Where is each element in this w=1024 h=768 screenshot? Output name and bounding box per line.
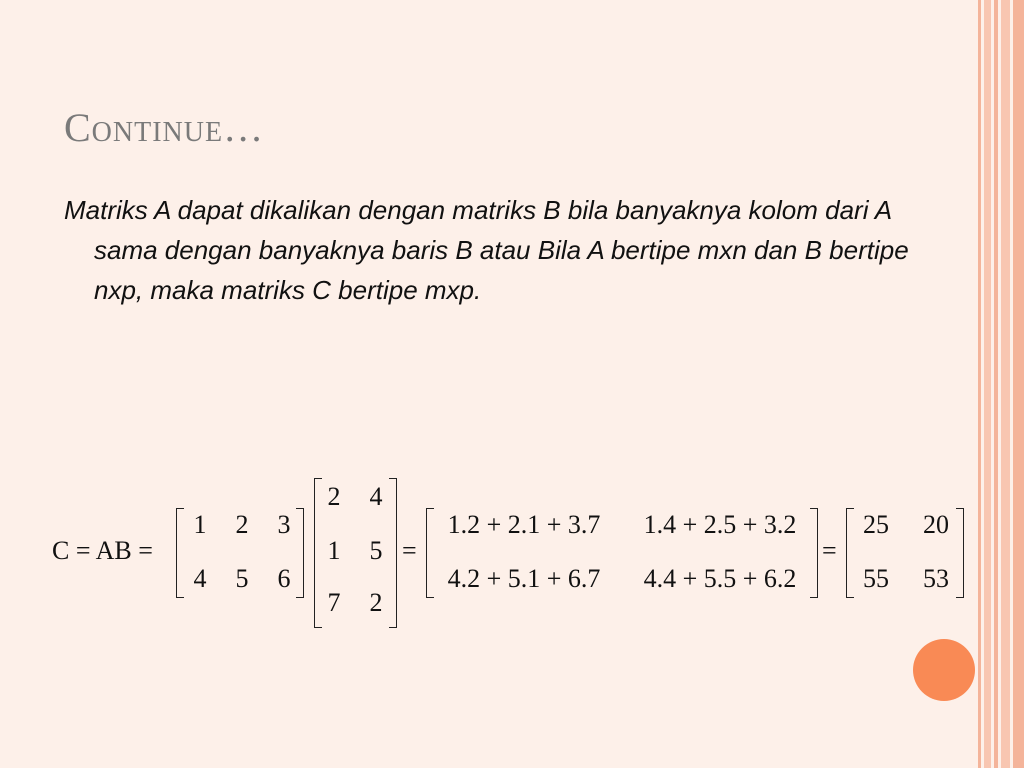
matrix-a-left-bracket	[176, 508, 184, 598]
matrix-b-cell: 2	[369, 588, 383, 617]
matrix-a-cell: 6	[277, 564, 291, 593]
matrix-a-cell: 1	[193, 510, 207, 539]
expansion-left-bracket	[426, 508, 434, 598]
matrix-b-cell: 5	[369, 536, 383, 565]
result-cell: 55	[863, 564, 889, 593]
matrix-b-cell: 7	[327, 588, 341, 617]
expansion-cell: 4.4 + 5.5 + 6.2	[643, 564, 797, 593]
result-right-bracket	[956, 508, 964, 598]
matrix-b-left-bracket	[314, 478, 322, 628]
result-cell: 53	[923, 564, 949, 593]
decorative-circle	[913, 639, 975, 701]
matrix-a-cell: 2	[235, 510, 249, 539]
matrix-a-cell: 3	[277, 510, 291, 539]
expansion-right-bracket	[810, 508, 818, 598]
matrix-formula	[52, 470, 972, 630]
matrix-a-right-bracket	[296, 508, 304, 598]
decorative-stripe	[984, 0, 991, 768]
matrix-b-cell: 4	[369, 482, 383, 511]
equals-sign: =	[402, 536, 417, 565]
matrix-b-cell: 1	[327, 536, 341, 565]
matrix-a-cell: 5	[235, 564, 249, 593]
decorative-stripe	[994, 0, 998, 768]
matrix-b-cell: 2	[327, 482, 341, 511]
matrix-b-right-bracket	[389, 478, 397, 628]
slide-title: Continue…	[64, 105, 265, 150]
decorative-stripe	[1001, 0, 1010, 768]
matrix-a-cell: 4	[193, 564, 207, 593]
formula-lhs: C = AB =	[52, 536, 153, 565]
slide-paragraph: Matriks A dapat dikalikan dengan matriks B bila banyaknya kolom dari A sama dengan banyaknya baris B atau Bila A bertipe mxn dan B bertipe nxp, maka matriks C bertipe mxp.	[64, 195, 909, 305]
result-cell: 20	[923, 510, 949, 539]
equals-sign: =	[822, 536, 837, 565]
expansion-cell: 1.4 + 2.5 + 3.2	[643, 510, 797, 539]
result-left-bracket	[846, 508, 854, 598]
decorative-stripe	[978, 0, 981, 768]
expansion-cell: 1.2 + 2.1 + 3.7	[447, 510, 601, 539]
expansion-cell: 4.2 + 5.1 + 6.7	[447, 564, 601, 593]
decorative-stripe	[1013, 0, 1024, 768]
result-cell: 25	[863, 510, 889, 539]
